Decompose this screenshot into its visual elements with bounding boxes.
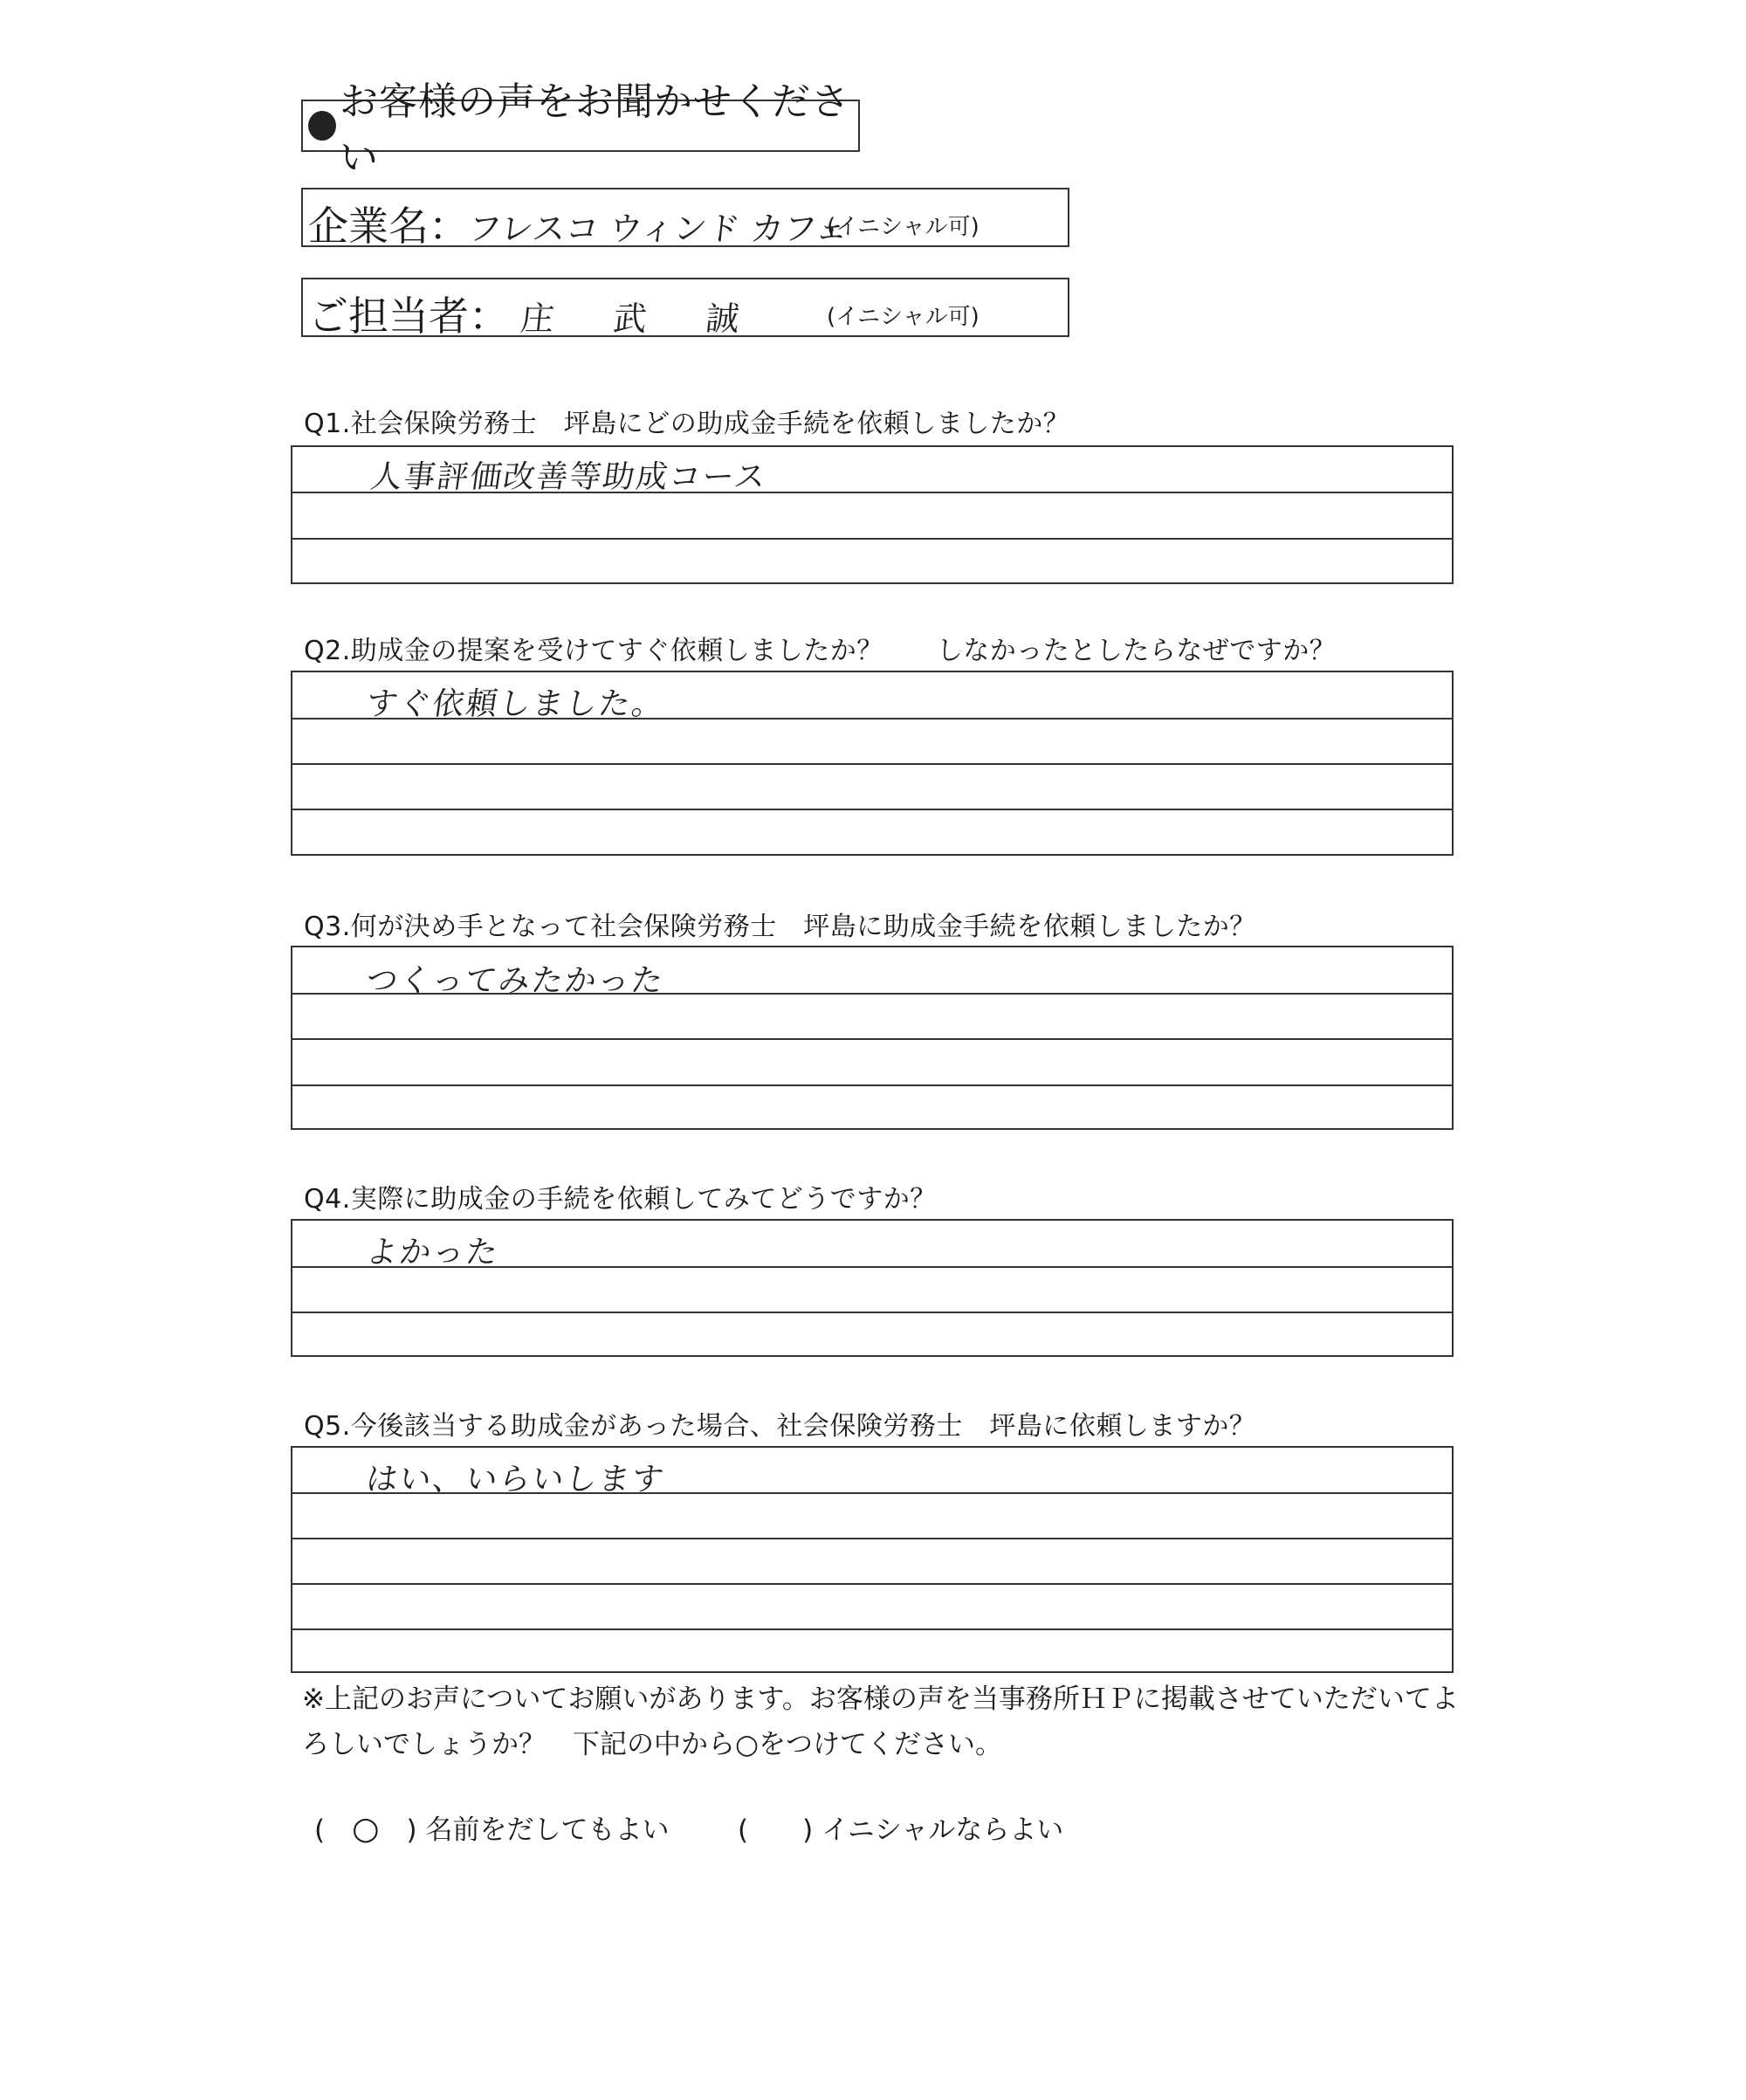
company-note: (イニシャル可): [827, 214, 980, 240]
answer-line: [292, 1312, 1452, 1313]
answer-line: [292, 763, 1452, 765]
answer-box-2: [291, 671, 1454, 856]
answer-5: はい、いらいします: [363, 1462, 668, 1498]
answer-2: すぐ依頼しました。: [363, 686, 668, 722]
answer-1: 人事評価改善等助成コース: [368, 459, 770, 495]
company-label: 企業名：: [308, 203, 469, 250]
company-value: フレスコ ウィンド カフェ: [466, 210, 851, 248]
company-field: [301, 188, 1069, 250]
question-3: Q3.何が決め手となって社会保険労務士 坪島に助成金手続を依頼しましたか？: [304, 912, 1256, 942]
contact-label: ご担当者：: [308, 293, 509, 340]
contact-field: [301, 278, 1069, 340]
question-1: Q1.社会保険労務士 坪島にどの助成金手続を依頼しましたか？: [304, 409, 1070, 439]
answer-line: [292, 538, 1452, 540]
answer-box-4: [291, 1219, 1454, 1357]
question-4: Q4.実際に助成金の手続を依頼してみてどうですか？: [304, 1184, 937, 1215]
answer-4: よかった: [363, 1235, 502, 1270]
bullet-icon: [308, 111, 336, 141]
choice-initial-ok[interactable]: ( ) イニシャルならよい: [738, 1814, 1064, 1846]
choice-label: 名前をだしてもよい: [425, 1814, 670, 1846]
choice-label: イニシャルならよい: [821, 1814, 1064, 1846]
answer-line: [292, 1538, 1452, 1539]
question-2: Q2.助成金の提案を受けてすぐ依頼しましたか？ しなかったとしたらなぜですか？: [304, 636, 1337, 666]
answer-line: [292, 1084, 1452, 1086]
choice-mark: ○: [352, 1811, 380, 1847]
answer-box-1: [291, 445, 1454, 584]
choice-name-ok[interactable]: ( ○ ) 名前をだしてもよい: [314, 1811, 670, 1847]
contact-value: 庄 武 誠: [519, 300, 766, 338]
answer-3: つくってみたかった: [363, 963, 667, 999]
answer-box-3: [291, 946, 1454, 1130]
form-title: [301, 79, 860, 180]
answer-line: [292, 1583, 1452, 1585]
answer-line: [292, 1038, 1452, 1040]
question-5: Q5.今後該当する助成金があった場合、社会保険労務士 坪島に依頼しますか？: [304, 1411, 1256, 1442]
answer-line: [292, 1628, 1452, 1630]
answer-box-5: [291, 1446, 1454, 1673]
form-title-text: お客様の声をお聞かせください: [340, 79, 851, 180]
answer-line: [292, 809, 1452, 810]
consent-note: ※上記のお声についてお願いがあります。お客様の声を当事務所ＨＰに掲載させていただいてよろしいでしょうか？ 下記の中から○をつけてください。: [302, 1683, 1459, 1760]
contact-note: (イニシャル可): [827, 304, 980, 330]
